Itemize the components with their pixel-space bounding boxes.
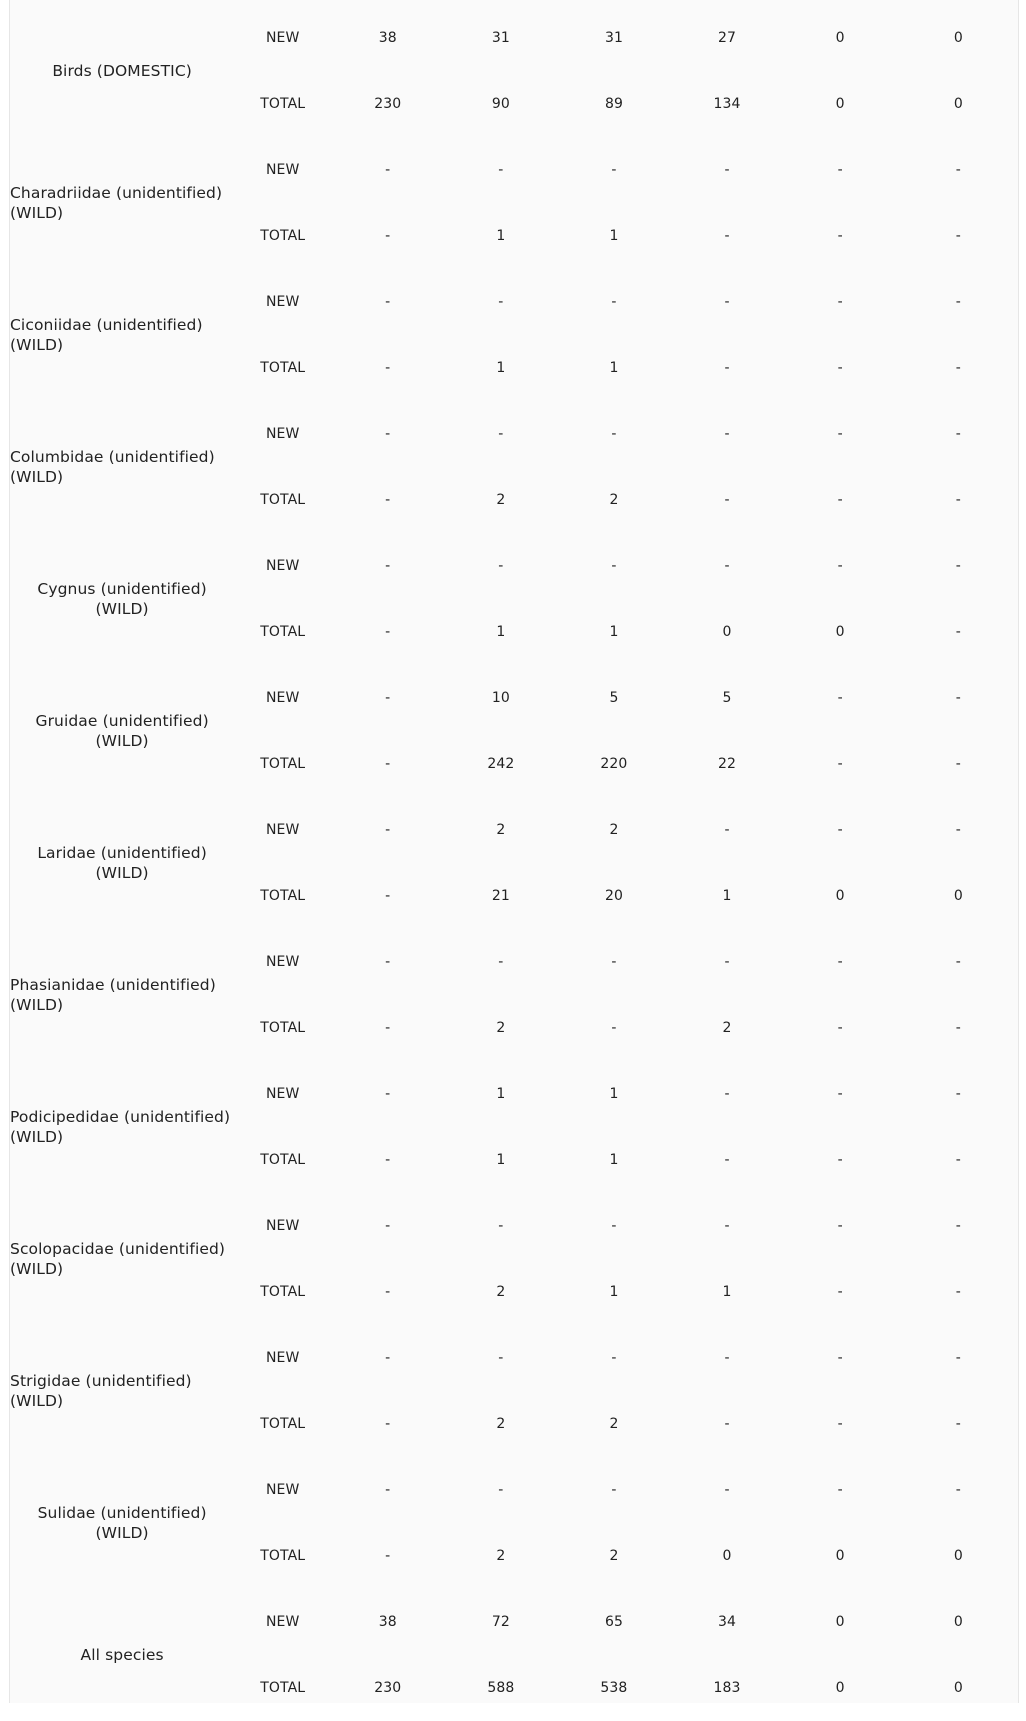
row-type-label: NEW [265, 294, 300, 310]
value-cell: - [385, 756, 391, 772]
table-row [10, 5, 1020, 71]
value-cell: 34 [718, 1614, 737, 1630]
species-name-cell: Ciconiidae (unidentified) (WILD) [10, 316, 203, 354]
row-type-label: NEW [265, 822, 300, 838]
value-cell: - [724, 492, 730, 508]
value-cell: - [611, 558, 617, 574]
value-cell: - [724, 1350, 730, 1366]
value-cell: 0 [953, 96, 963, 112]
table-row [10, 1061, 1020, 1127]
species-name-cell: Gruidae (unidentified) (WILD) [35, 712, 209, 750]
value-cell: - [837, 558, 843, 574]
row-type-label: TOTAL [260, 1020, 306, 1036]
value-cell: 0 [835, 96, 845, 112]
value-cell: - [498, 1218, 504, 1234]
value-cell: 31 [491, 30, 510, 46]
value-cell: - [955, 1284, 961, 1300]
value-cell: - [955, 492, 961, 508]
value-cell: - [724, 1482, 730, 1498]
table-row [10, 533, 1020, 599]
value-cell: - [955, 426, 961, 442]
value-cell: - [837, 954, 843, 970]
value-cell: - [955, 360, 961, 376]
row-type-label: TOTAL [260, 360, 306, 376]
value-cell: - [724, 360, 730, 376]
table-row [10, 137, 1020, 203]
value-cell: 65 [604, 1614, 623, 1630]
value-cell: - [837, 426, 843, 442]
species-name-cell: Strigidae (unidentified) (WILD) [10, 1372, 192, 1410]
value-cell: 1 [609, 360, 619, 376]
value-cell: 38 [378, 30, 397, 46]
value-cell: - [724, 1416, 730, 1432]
value-cell: - [955, 954, 961, 970]
value-cell: 1 [496, 360, 506, 376]
value-cell: - [385, 492, 391, 508]
table-row [10, 401, 1020, 467]
row-type-label: NEW [265, 1482, 300, 1498]
value-cell: - [955, 1086, 961, 1102]
value-cell: - [955, 624, 961, 640]
value-cell: - [498, 1482, 504, 1498]
value-cell: 2 [609, 822, 619, 838]
row-type-label: TOTAL [260, 1152, 306, 1168]
value-cell: - [955, 1416, 961, 1432]
table-row [10, 269, 1020, 335]
value-cell: 1 [496, 1086, 506, 1102]
value-cell: 38 [378, 1614, 397, 1630]
value-cell: - [724, 1218, 730, 1234]
value-cell: 2 [496, 1284, 506, 1300]
value-cell: 1 [496, 228, 506, 244]
row-type-label: TOTAL [260, 228, 306, 244]
row-type-label: TOTAL [260, 624, 306, 640]
value-cell: 89 [604, 96, 623, 112]
value-cell: 0 [953, 1548, 963, 1564]
value-cell: 2 [496, 1416, 506, 1432]
value-cell: 20 [604, 888, 623, 904]
value-cell: - [385, 822, 391, 838]
value-cell: 1 [496, 624, 506, 640]
row-type-label: NEW [265, 1350, 300, 1366]
row-type-label: TOTAL [260, 1548, 306, 1564]
value-cell: - [385, 162, 391, 178]
value-cell: 90 [491, 96, 510, 112]
value-cell: - [837, 1350, 843, 1366]
row-type-label: TOTAL [260, 492, 306, 508]
value-cell: - [955, 1218, 961, 1234]
value-cell: - [611, 1218, 617, 1234]
value-cell: - [385, 1086, 391, 1102]
value-cell: 0 [835, 1680, 845, 1696]
row-type-label: NEW [265, 1218, 300, 1234]
value-cell: - [611, 162, 617, 178]
value-cell: - [837, 1482, 843, 1498]
value-cell: - [498, 294, 504, 310]
row-type-label: TOTAL [260, 756, 306, 772]
value-cell: - [837, 822, 843, 838]
value-cell: 21 [491, 888, 510, 904]
value-cell: - [724, 822, 730, 838]
species-name-cell: Birds (DOMESTIC) [52, 62, 192, 80]
report-panel [9, 0, 1019, 1703]
row-type-label: NEW [265, 162, 300, 178]
value-cell: - [385, 690, 391, 706]
value-cell: 0 [835, 888, 845, 904]
species-name-cell: Cygnus (unidentified) (WILD) [37, 580, 207, 618]
table-row [10, 1193, 1020, 1259]
value-cell: - [724, 558, 730, 574]
value-cell: 2 [496, 1020, 506, 1036]
value-cell: - [611, 426, 617, 442]
value-cell: - [385, 624, 391, 640]
value-cell: 1 [609, 228, 619, 244]
value-cell: 538 [600, 1680, 628, 1696]
row-type-label: TOTAL [260, 96, 306, 112]
table-row [10, 929, 1020, 995]
value-cell: 0 [953, 30, 963, 46]
value-cell: - [955, 690, 961, 706]
species-name-cell: Charadriidae (unidentified) (WILD) [10, 184, 223, 222]
value-cell: 2 [496, 822, 506, 838]
value-cell: 2 [609, 1416, 619, 1432]
value-cell: 10 [491, 690, 510, 706]
value-cell: 0 [835, 624, 845, 640]
value-cell: - [724, 1086, 730, 1102]
value-cell: - [955, 1020, 961, 1036]
value-cell: 1 [609, 1152, 619, 1168]
row-type-label: NEW [265, 1614, 300, 1630]
value-cell: 0 [835, 1614, 845, 1630]
value-cell: - [955, 1350, 961, 1366]
value-cell: - [498, 558, 504, 574]
value-cell: - [385, 1482, 391, 1498]
value-cell: 2 [496, 1548, 506, 1564]
value-cell: 22 [718, 756, 737, 772]
value-cell: 230 [374, 96, 402, 112]
value-cell: - [385, 426, 391, 442]
value-cell: 230 [374, 1680, 402, 1696]
value-cell: 0 [835, 30, 845, 46]
value-cell: - [611, 1020, 617, 1036]
value-cell: 220 [600, 756, 628, 772]
value-cell: 1 [609, 1086, 619, 1102]
value-cell: 1 [722, 888, 732, 904]
table-row [10, 797, 1020, 863]
value-cell: 0 [722, 624, 732, 640]
value-cell: 588 [487, 1680, 515, 1696]
species-name-cell: Podicipedidae (unidentified) (WILD) [10, 1108, 231, 1146]
value-cell: - [837, 162, 843, 178]
value-cell: - [955, 228, 961, 244]
value-cell: - [611, 294, 617, 310]
value-cell: 0 [953, 888, 963, 904]
value-cell: 2 [609, 1548, 619, 1564]
value-cell: - [837, 690, 843, 706]
table-body [10, 5, 1020, 1721]
species-name-cell: Phasianidae (unidentified) (WILD) [10, 976, 216, 1014]
value-cell: - [955, 294, 961, 310]
row-type-label: TOTAL [260, 1284, 306, 1300]
value-cell: 2 [722, 1020, 732, 1036]
value-cell: - [385, 1020, 391, 1036]
value-cell: - [385, 1152, 391, 1168]
value-cell: 72 [491, 1614, 510, 1630]
value-cell: 0 [953, 1680, 963, 1696]
value-cell: - [837, 228, 843, 244]
species-name-cell: Sulidae (unidentified) (WILD) [37, 1504, 207, 1542]
value-cell: - [837, 360, 843, 376]
species-name-cell: Columbidae (unidentified) (WILD) [10, 448, 215, 486]
value-cell: - [837, 756, 843, 772]
value-cell: 0 [835, 1548, 845, 1564]
value-cell: - [955, 558, 961, 574]
value-cell: - [955, 822, 961, 838]
value-cell: - [498, 1350, 504, 1366]
value-cell: - [385, 1218, 391, 1234]
value-cell: 1 [496, 1152, 506, 1168]
row-type-label: NEW [265, 690, 300, 706]
value-cell: - [837, 294, 843, 310]
value-cell: - [837, 1086, 843, 1102]
value-cell: - [955, 162, 961, 178]
value-cell: - [385, 888, 391, 904]
value-cell: - [724, 954, 730, 970]
value-cell: - [724, 228, 730, 244]
table-row [10, 1589, 1020, 1655]
value-cell: - [385, 1284, 391, 1300]
value-cell: - [837, 1416, 843, 1432]
value-cell: - [498, 426, 504, 442]
value-cell: - [498, 162, 504, 178]
value-cell: - [724, 294, 730, 310]
species-name-cell: Scolopacidae (unidentified) (WILD) [10, 1240, 226, 1278]
value-cell: 31 [604, 30, 623, 46]
value-cell: - [611, 1350, 617, 1366]
value-cell: - [385, 558, 391, 574]
row-type-label: NEW [265, 1086, 300, 1102]
value-cell: - [385, 294, 391, 310]
value-cell: - [385, 1350, 391, 1366]
value-cell: - [385, 954, 391, 970]
value-cell: - [955, 1482, 961, 1498]
value-cell: 2 [496, 492, 506, 508]
row-type-label: NEW [265, 558, 300, 574]
value-cell: - [837, 1218, 843, 1234]
value-cell: - [611, 1482, 617, 1498]
row-type-label: TOTAL [260, 888, 306, 904]
outbreak-summary-table [10, 5, 1020, 1721]
value-cell: - [385, 360, 391, 376]
row-type-label: NEW [265, 426, 300, 442]
value-cell: - [498, 954, 504, 970]
value-cell: - [385, 228, 391, 244]
table-row [10, 1457, 1020, 1523]
row-type-label: TOTAL [260, 1680, 306, 1696]
row-type-label: NEW [265, 30, 300, 46]
value-cell: - [955, 1152, 961, 1168]
table-row [10, 1325, 1020, 1391]
table-row [10, 665, 1020, 731]
value-cell: 0 [722, 1548, 732, 1564]
value-cell: 1 [609, 1284, 619, 1300]
row-type-label: NEW [265, 954, 300, 970]
value-cell: - [837, 492, 843, 508]
value-cell: - [724, 426, 730, 442]
value-cell: 5 [609, 690, 619, 706]
value-cell: 134 [713, 96, 741, 112]
value-cell: 242 [487, 756, 515, 772]
value-cell: - [385, 1416, 391, 1432]
value-cell: 0 [953, 1614, 963, 1630]
value-cell: 183 [713, 1680, 741, 1696]
value-cell: 2 [609, 492, 619, 508]
value-cell: - [837, 1152, 843, 1168]
row-type-label: TOTAL [260, 1416, 306, 1432]
value-cell: - [837, 1284, 843, 1300]
value-cell: - [724, 162, 730, 178]
species-name-cell: All species [80, 1646, 164, 1664]
value-cell: - [385, 1548, 391, 1564]
value-cell: 5 [722, 690, 732, 706]
value-cell: - [955, 756, 961, 772]
value-cell: 1 [722, 1284, 732, 1300]
value-cell: - [724, 1152, 730, 1168]
value-cell: 27 [718, 30, 737, 46]
value-cell: 1 [609, 624, 619, 640]
species-name-cell: Laridae (unidentified) (WILD) [37, 844, 207, 882]
value-cell: - [611, 954, 617, 970]
value-cell: - [837, 1020, 843, 1036]
